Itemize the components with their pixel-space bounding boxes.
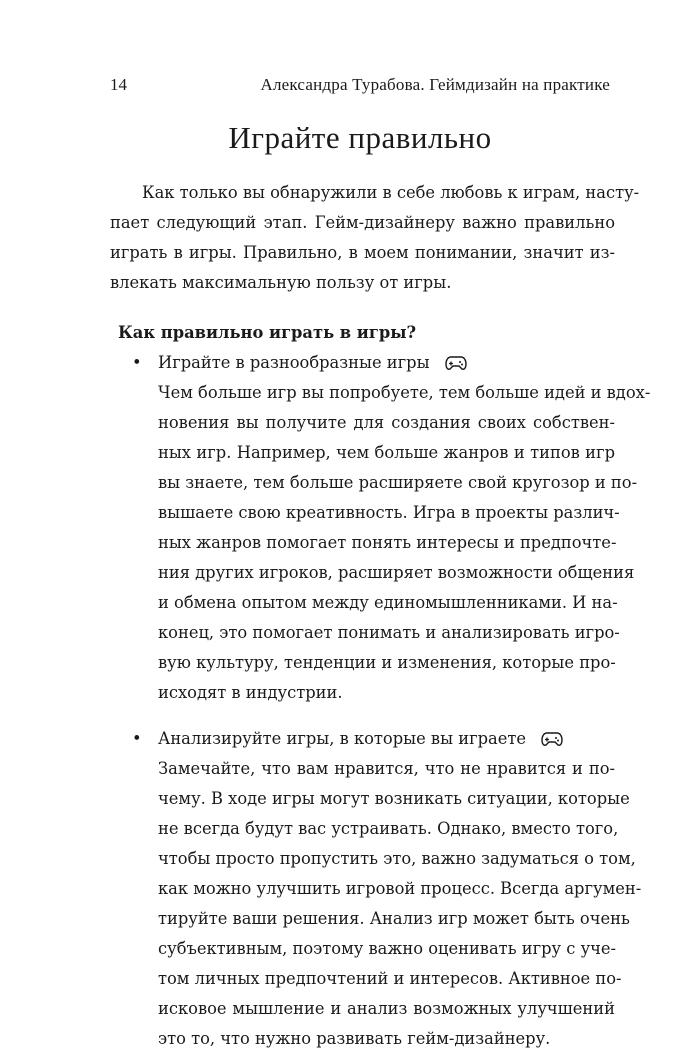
text-line: не всегда будут вас устраивать. Однако, вместо того, [158, 819, 619, 838]
text-line: вы знаете, тем больше расширяете свой кругозор и по- [158, 473, 638, 492]
list-item-title: Играйте в разнообразные игры [158, 353, 430, 372]
list-item-title: Анализируйте игры, в которые вы играете [158, 729, 527, 748]
bullet-icon: • [132, 353, 142, 372]
book-running-title: Александра Турабова. Геймдизайн на практике [260, 75, 610, 94]
running-head [110, 75, 610, 99]
text-line: ния других игроков, расширяет возможности общения [158, 563, 635, 582]
gamepad-icon [541, 731, 563, 747]
text-line: Замечайте, что вам нравится, что не нравится и по- [158, 759, 615, 778]
text-line: исковое мышление и анализ возможных улучшений [158, 999, 615, 1018]
text-line: ных игр. Например, чем больше жанров и типов игр [158, 443, 615, 462]
text-line: вую культуру, тенденции и изменения, которые про- [158, 653, 616, 672]
text-line: Чем больше игр вы попробуете, тем больше идей и вдох- [158, 383, 651, 402]
section-heading: Как правильно играть в игры? [118, 323, 417, 342]
text-line: ных жанров помогает понять интересы и предпочте- [158, 533, 617, 552]
list-item [110, 348, 651, 708]
body-text [110, 178, 651, 1054]
page-number: 14 [110, 75, 127, 94]
text-line: как можно улучшить игровой процесс. Всегда аргумен- [158, 879, 642, 898]
text-line: том личных предпочтений и интересов. Активное по- [158, 969, 622, 988]
text-line: чему. В ходе игры могут возникать ситуации, которые [158, 789, 630, 808]
text-line: и обмена опытом между единомышленниками. И на- [158, 593, 618, 612]
intro-paragraph [110, 178, 640, 298]
gamepad-icon [445, 355, 467, 371]
text-line: конец, это помогает понимать и анализировать игро- [158, 623, 620, 642]
list-item-title-row [110, 348, 615, 378]
bullet-icon: • [132, 729, 142, 748]
text-line: тируйте ваши решения. Анализ игр может быть очень [158, 909, 630, 928]
text-line: вышаете свою креативность. Игра в проекты различ- [158, 503, 620, 522]
text-line: новения вы получите для создания своих собствен- [158, 413, 615, 432]
text-line: исходят в индустрии. [158, 683, 343, 702]
text-line: субъективным, поэтому важно оценивать игру с уче- [158, 939, 617, 958]
text-line: это то, что нужно развивать гейм-дизайнеру. [158, 1029, 551, 1048]
text-line: чтобы просто пропустить это, важно задуматься о том, [158, 849, 636, 868]
text-line: влекать максимальную пользу от игры. [110, 273, 452, 292]
list-item [110, 724, 642, 1054]
text-line: пает следующий этап. Гейм-дизайнеру важно правильно [110, 213, 615, 232]
list-item-title-row [110, 724, 615, 754]
text-line: играть в игры. Правильно, в моем понимании, значит из- [110, 243, 615, 262]
text-line: Как только вы обнаружили в себе любовь к играм, насту- [142, 183, 640, 202]
chapter-title: Играйте правильно [228, 120, 492, 155]
